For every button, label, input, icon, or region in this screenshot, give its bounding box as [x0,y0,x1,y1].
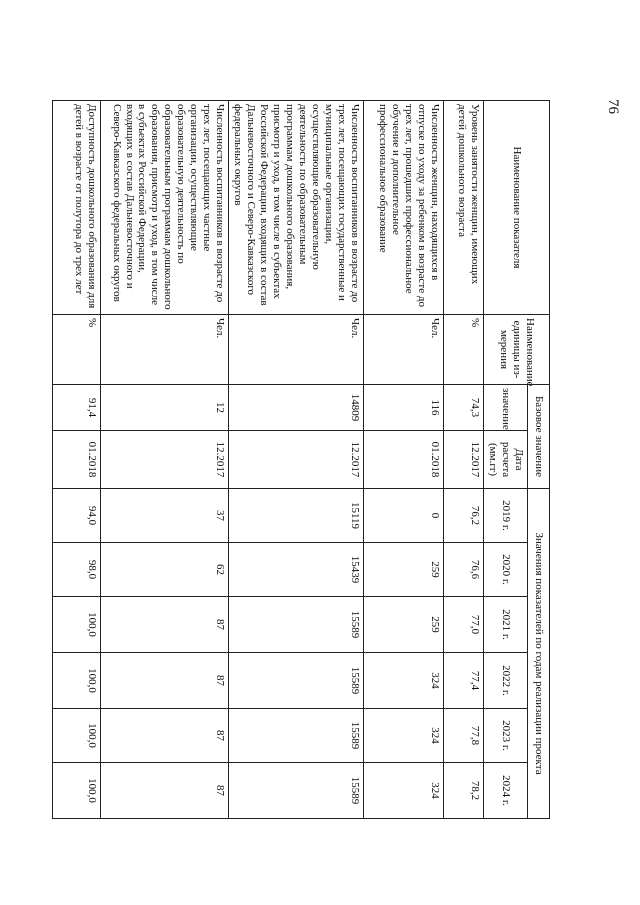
table-row [229,101,364,819]
unit-cell: Чел. [101,315,229,385]
year-value-cell: 259 [364,597,444,653]
header-values-by-year: Значения показателей по годам реализации проекта [528,489,550,819]
table-row [53,101,101,819]
base-date-cell: 12.2017 [101,431,229,489]
year-value-cell: 15589 [229,709,364,763]
unit-cell: Чел. [364,315,444,385]
base-value-cell: 91,4 [53,385,101,431]
year-value-cell: 100,0 [53,597,101,653]
header-year: 2022 г. [484,653,528,709]
base-date-cell: 12.2017 [444,431,484,489]
year-value-cell: 77,4 [444,653,484,709]
table-row [364,101,444,819]
year-value-cell: 324 [364,653,444,709]
unit-cell: % [444,315,484,385]
year-value-cell: 77,8 [444,709,484,763]
year-value-cell: 324 [364,763,444,819]
unit-cell: % [53,315,101,385]
year-value-cell: 37 [101,489,229,543]
table-row [101,101,229,819]
indicator-name: Уровень занятости женщин, имеющих детей дошкольного возраста [444,101,484,315]
year-value-cell: 87 [101,709,229,763]
year-value-cell: 87 [101,653,229,709]
year-value-cell: 76,2 [444,489,484,543]
year-value-cell: 77,0 [444,597,484,653]
header-base-value: значение [484,385,528,431]
header-base: Базовое значение [528,385,550,489]
year-value-cell: 15589 [229,763,364,819]
year-value-cell: 94,0 [53,489,101,543]
header-year: 2019 г. [484,489,528,543]
base-value-cell: 116 [364,385,444,431]
base-date-cell: 01.2018 [53,431,101,489]
year-value-cell: 15589 [229,597,364,653]
page-number: 76 [605,99,621,114]
year-value-cell: 100,0 [53,709,101,763]
header-year: 2020 г. [484,543,528,597]
base-value-cell: 74,3 [444,385,484,431]
year-value-cell: 87 [101,763,229,819]
year-value-cell: 87 [101,597,229,653]
indicator-name: Численность женщин, находящихся в отпуске по уходу за ребенком в возрасте до трех лет, прошедших профессиональное обучение и дополнительное профессиональное образование [364,101,444,315]
year-value-cell: 324 [364,709,444,763]
indicator-name: Доступность дошкольного образования для детей в возрасте от полутора до трех лет [53,101,101,315]
header-unit: Наименование единицы из-мерения [484,315,550,385]
year-value-cell: 100,0 [53,763,101,819]
header-base-date: Дата расчета (мм.гг) [484,431,528,489]
year-value-cell: 15439 [229,543,364,597]
year-value-cell: 76,6 [444,543,484,597]
year-value-cell: 78,2 [444,763,484,819]
header-name: Наименование показателя [484,101,550,315]
rotated-table-frame [60,100,550,818]
year-value-cell: 100,0 [53,653,101,709]
header-year: 2023 г. [484,709,528,763]
base-date-cell: 12.2017 [229,431,364,489]
year-value-cell: 98,0 [53,543,101,597]
year-value-cell: 259 [364,543,444,597]
indicators-table [52,100,550,819]
indicator-name: Численность воспитанников в возрасте до трех лет, посещающих частные организации, осуществляющие образовательную деятельность по образовательным программам дошкольного образования, присмотр и уход, в том числе в субъектах Российской Федерации, входящих в состав Дальневосточного и Северо-Кавказского федеральных округов [101,101,229,315]
year-value-cell: 15589 [229,653,364,709]
year-value-cell: 0 [364,489,444,543]
unit-cell: Чел. [229,315,364,385]
indicator-name: Численность воспитанников в возрасте до трех лет, посещающих государственные и муниципальные организации, осуществляющие образовательную деятельность по образовательным программам дошкольного образования, присмотр и уход, в том числе в субъектах Российской Федерации, входящих в состав Дальневосточного и Северо-Кавказского федеральных округов [229,101,364,315]
base-value-cell: 14809 [229,385,364,431]
rotated-table-area [60,100,550,818]
base-value-cell: 12 [101,385,229,431]
year-value-cell: 62 [101,543,229,597]
header-year: 2021 г. [484,597,528,653]
header-year: 2024 г. [484,763,528,819]
year-value-cell: 15119 [229,489,364,543]
table-row [444,101,484,819]
base-date-cell: 01.2018 [364,431,444,489]
